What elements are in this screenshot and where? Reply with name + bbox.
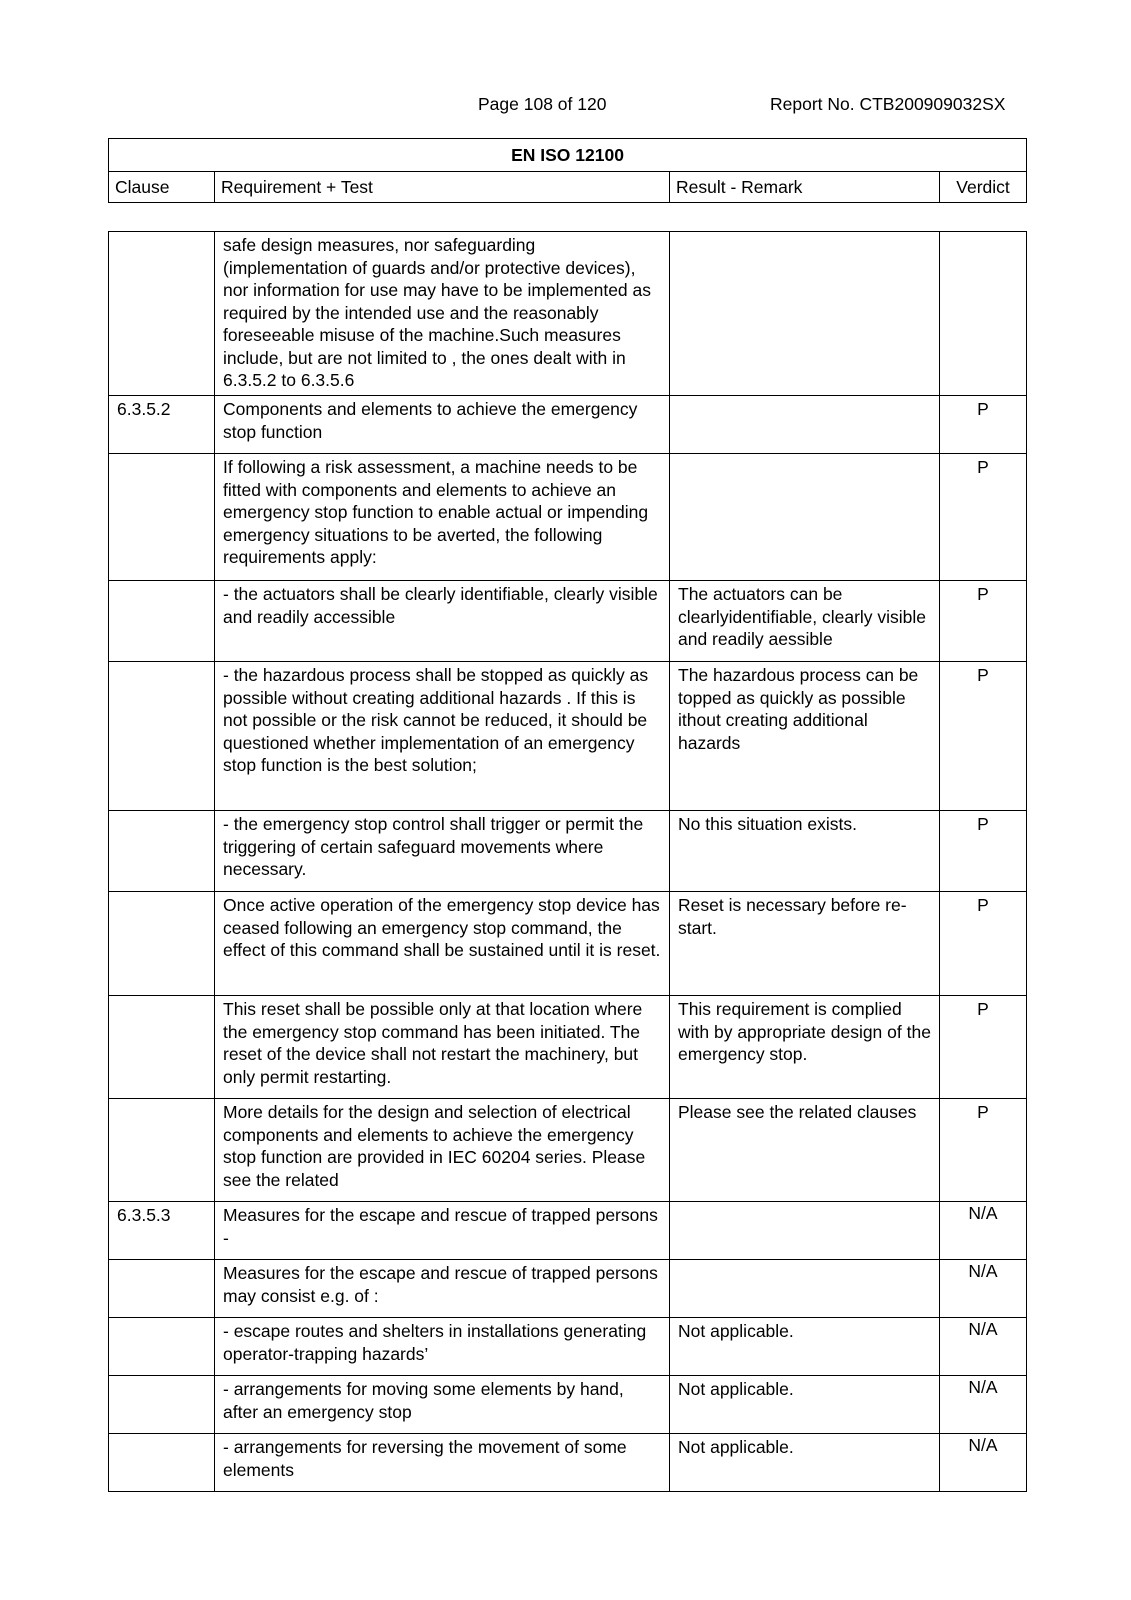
table-row — [109, 581, 1027, 662]
table-row — [109, 1376, 1027, 1434]
clause-cell — [109, 454, 215, 581]
clause-cell: 6.3.5.2 — [109, 396, 215, 454]
clause-cell — [109, 1318, 215, 1376]
verdict-cell: P — [940, 892, 1027, 996]
result-cell — [670, 1202, 940, 1260]
requirement-cell: - escape routes and shelters in installations generating operator-trapping hazards’ — [215, 1318, 670, 1376]
result-cell — [670, 396, 940, 454]
page-number: Page 108 of 120 — [478, 94, 607, 114]
verdict-cell: P — [940, 454, 1027, 581]
column-header-clause: Clause — [109, 172, 215, 203]
column-header-verdict: Verdict — [940, 172, 1027, 203]
result-cell — [670, 1260, 940, 1318]
result-cell: This requirement is complied with by appropriate design of the emergency stop. — [670, 996, 940, 1099]
requirement-cell: This reset shall be possible only at that location where the emergency stop command has been initiated. The reset of the device shall not restart the machinery, but only permit restarting. — [215, 996, 670, 1099]
table-row — [109, 996, 1027, 1099]
verdict-cell: N/A — [940, 1260, 1027, 1318]
requirement-cell: Components and elements to achieve the emergency stop function — [215, 396, 670, 454]
table-row — [109, 811, 1027, 892]
verdict-cell: N/A — [940, 1376, 1027, 1434]
table-row — [109, 1434, 1027, 1492]
clause-cell: 6.3.5.3 — [109, 1202, 215, 1260]
table-row — [109, 1099, 1027, 1202]
table-row — [109, 1318, 1027, 1376]
column-header-result: Result - Remark — [670, 172, 940, 203]
requirement-cell: Measures for the escape and rescue of trapped persons - — [215, 1202, 670, 1260]
verdict-cell: P — [940, 996, 1027, 1099]
clause-cell — [109, 662, 215, 811]
result-cell: No this situation exists. — [670, 811, 940, 892]
table-row — [109, 232, 1027, 396]
clause-cell — [109, 1099, 215, 1202]
clause-cell — [109, 581, 215, 662]
clause-cell — [109, 892, 215, 996]
verdict-cell: P — [940, 811, 1027, 892]
clause-cell — [109, 1260, 215, 1318]
requirement-cell: If following a risk assessment, a machine needs to be fitted with components and elements to achieve an emergency stop function to enable actual or impending emergency situations to be averted, the following requirements apply: — [215, 454, 670, 581]
requirement-cell: - arrangements for reversing the movement of some elements — [215, 1434, 670, 1492]
requirement-cell: - arrangements for moving some elements by hand, after an emergency stop — [215, 1376, 670, 1434]
verdict-cell: N/A — [940, 1434, 1027, 1492]
verdict-cell: P — [940, 581, 1027, 662]
table-row — [109, 1260, 1027, 1318]
column-header-requirement: Requirement + Test — [215, 172, 670, 203]
clause-cell — [109, 996, 215, 1099]
verdict-cell: N/A — [940, 1318, 1027, 1376]
requirement-cell: - the emergency stop control shall trigger or permit the triggering of certain safeguard movements where necessary. — [215, 811, 670, 892]
result-cell: Not applicable. — [670, 1434, 940, 1492]
requirement-cell: More details for the design and selection of electrical components and elements to achieve the emergency stop function are provided in IEC 60204 series. Please see the related — [215, 1099, 670, 1202]
result-cell: The actuators can be clearlyidentifiable, clearly visible and readily aessible — [670, 581, 940, 662]
requirement-cell: Once active operation of the emergency stop device has ceased following an emergency stop command, the effect of this command shall be sustained until it is reset. — [215, 892, 670, 996]
result-cell: Not applicable. — [670, 1318, 940, 1376]
table-row — [109, 662, 1027, 811]
result-cell — [670, 232, 940, 396]
standard-header-table — [108, 138, 1027, 203]
clause-cell — [109, 232, 215, 396]
result-cell — [670, 454, 940, 581]
result-cell: Not applicable. — [670, 1376, 940, 1434]
result-cell: Reset is necessary before re-start. — [670, 892, 940, 996]
requirement-cell: Measures for the escape and rescue of trapped persons may consist e.g. of : — [215, 1260, 670, 1318]
verdict-cell: P — [940, 1099, 1027, 1202]
requirement-cell: safe design measures, nor safeguarding (implementation of guards and/or protective devices), nor information for use may have to be implemented as required by the intended use and the reasonably foreseeable misuse of the machine.Such measures include, but are not limited to , the ones dealt with in 6.3.5.2 to 6.3.5.6 — [215, 232, 670, 396]
clause-cell — [109, 1434, 215, 1492]
verdict-cell: N/A — [940, 1202, 1027, 1260]
requirement-cell: - the actuators shall be clearly identifiable, clearly visible and readily accessible — [215, 581, 670, 662]
result-cell: The hazardous process can be topped as quickly as possible ithout creating additional hazards — [670, 662, 940, 811]
verdict-cell — [940, 232, 1027, 396]
clause-cell — [109, 811, 215, 892]
table-row — [109, 892, 1027, 996]
standard-title: EN ISO 12100 — [109, 139, 1027, 172]
table-row — [109, 396, 1027, 454]
verdict-cell: P — [940, 662, 1027, 811]
clause-cell — [109, 1376, 215, 1434]
result-cell: Please see the related clauses — [670, 1099, 940, 1202]
report-number: Report No. CTB200909032SX — [770, 94, 1006, 114]
table-row — [109, 1202, 1027, 1260]
page-header — [0, 92, 1131, 116]
requirement-cell: - the hazardous process shall be stopped as quickly as possible without creating additional hazards . If this is not possible or the risk cannot be reduced, it should be questioned whether implementation of an emergency stop function is the best solution; — [215, 662, 670, 811]
verdict-cell: P — [940, 396, 1027, 454]
table-row — [109, 454, 1027, 581]
requirements-table — [108, 231, 1027, 1492]
